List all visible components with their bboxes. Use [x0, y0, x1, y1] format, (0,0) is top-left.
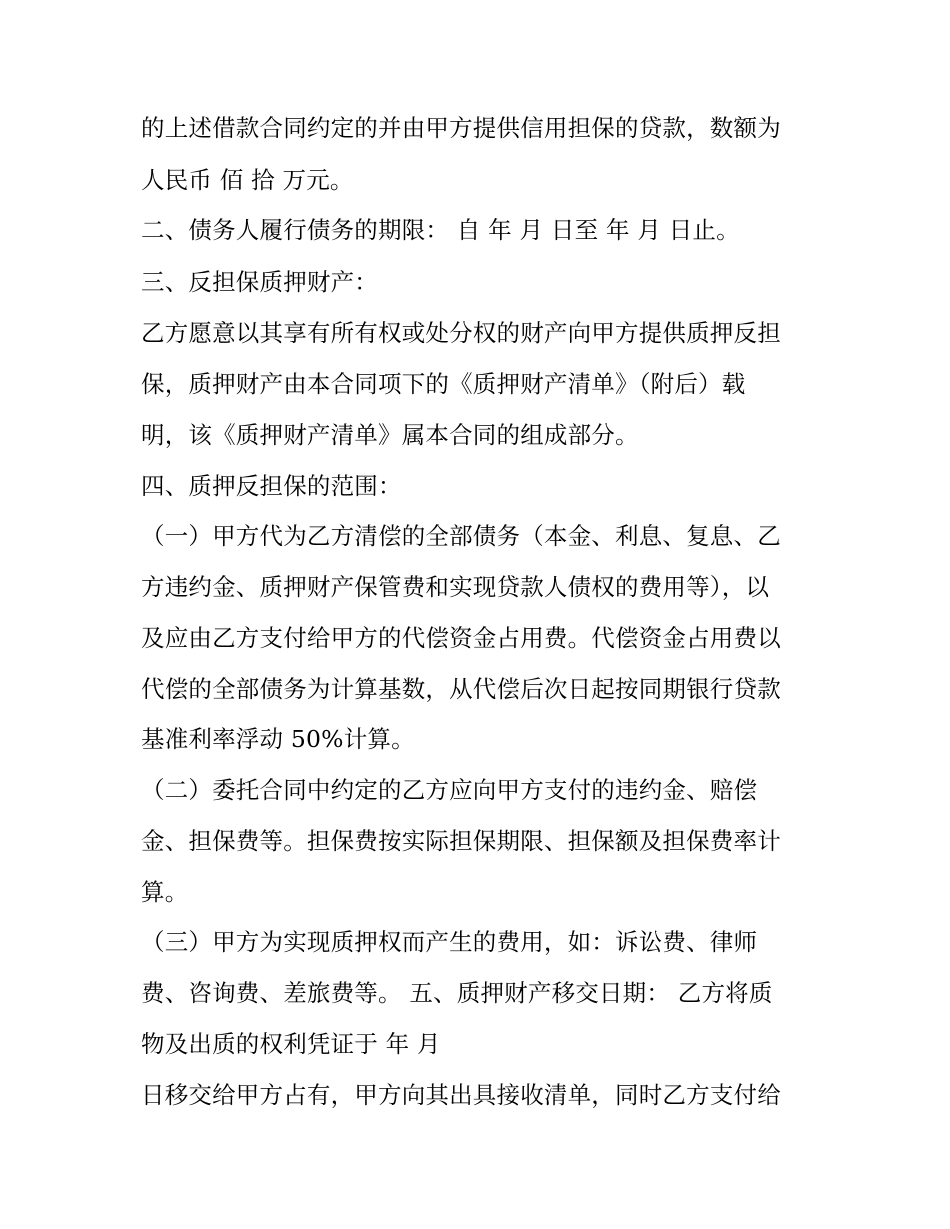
text-line: 及应由乙方支付给甲方的代偿资金占用费。代偿资金占用费以	[141, 624, 781, 652]
text-line: 保，质押财产由本合同项下的《质押财产清单》（附后）载	[141, 370, 746, 398]
text-line: （二）委托合同中约定的乙方应向甲方支付的违约金、赔偿	[141, 776, 758, 804]
text-line: 日移交给甲方占有，甲方向其出具接收清单，同时乙方支付给	[141, 1081, 781, 1109]
text-line: 三、反担保质押财产：	[141, 268, 378, 296]
text-line: 乙方愿意以其享有所有权或处分权的财产向甲方提供质押反担	[141, 319, 781, 347]
text-line: 基准利率浮动 50%计算。	[141, 725, 415, 753]
text-line: 明，该《质押财产清单》属本合同的组成部分。	[141, 421, 639, 449]
text-line: 费、咨询费、差旅费等。 五、质押财产移交日期： 乙方将质	[141, 979, 773, 1007]
text-line: 代偿的全部债务为计算基数，从代偿后次日起按同期银行贷款	[141, 675, 781, 703]
text-line: 二、债务人履行债务的期限： 自 年 月 日至 年 月 日止。	[141, 216, 740, 244]
text-line: 人民币 佰 拾 万元。	[141, 166, 354, 194]
text-line: 方违约金、质押财产保管费和实现贷款人债权的费用等），以	[141, 573, 770, 601]
text-line: （三）甲方为实现质押权而产生的费用，如：诉讼费、律师	[141, 928, 758, 956]
text-line: 金、担保费等。担保费按实际担保期限、担保额及担保费率计	[141, 827, 781, 855]
text-line: 四、质押反担保的范围：	[141, 472, 402, 500]
text-line: 物及出质的权利凭证于 年 月	[141, 1030, 441, 1058]
text-line: 算。	[141, 878, 189, 906]
text-line: （一）甲方代为乙方清偿的全部债务（本金、利息、复息、乙	[141, 522, 781, 550]
text-line: 的上述借款合同约定的并由甲方提供信用担保的贷款，数额为	[141, 114, 781, 142]
